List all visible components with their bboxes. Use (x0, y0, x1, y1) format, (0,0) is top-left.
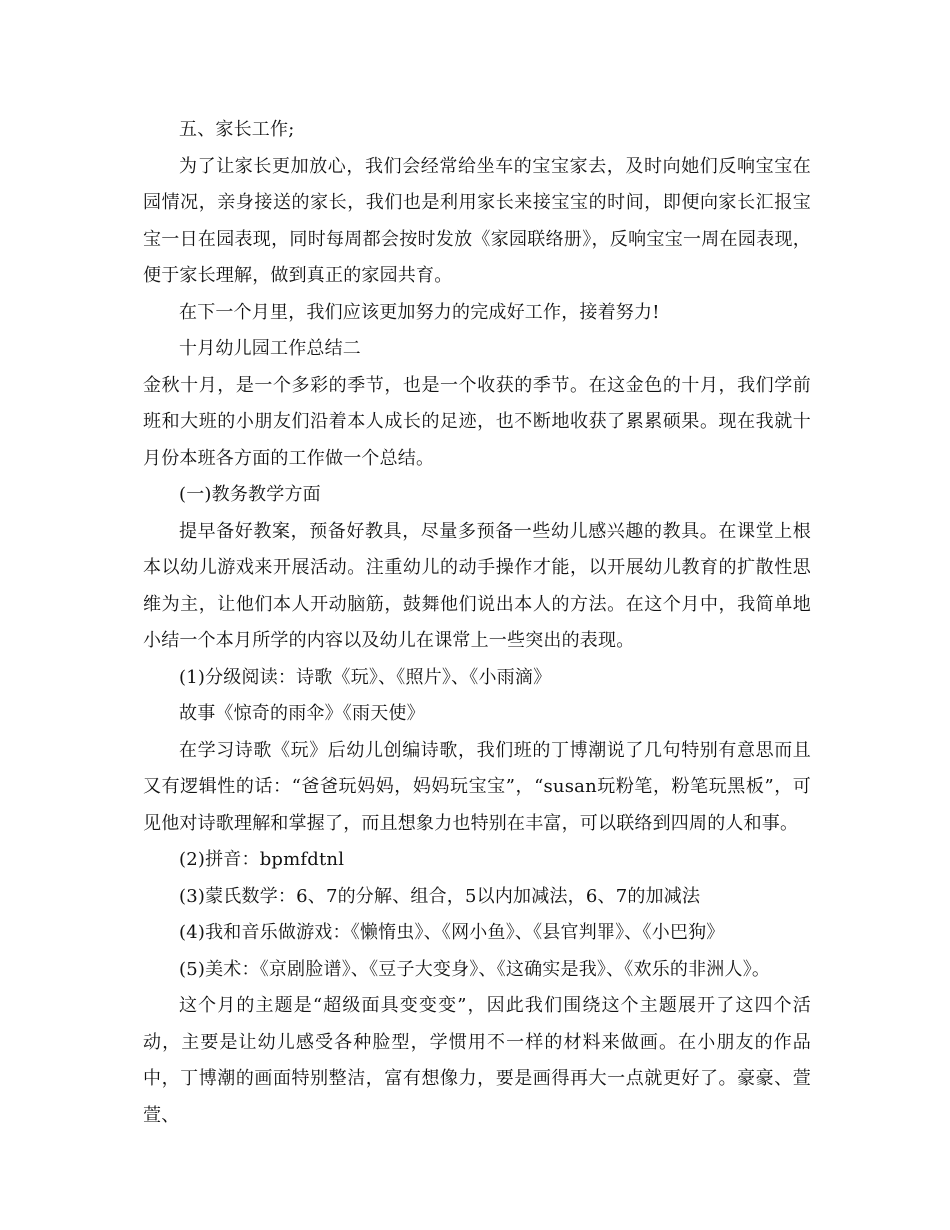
paragraph-pinyin: (2)拼音：bpmfdtnl (179, 849, 345, 870)
paragraph-section-five-heading: 五、家长工作; (179, 119, 295, 140)
paragraph-summary-two-title: 十月幼儿园工作总结二 (179, 338, 361, 359)
paragraph-montessori-math: (3)蒙氏数学：6、7的分解、组合，5以内加减法，6、7的加减法 (179, 885, 701, 907)
paragraph-parent-work: 为了让家长更加放心，我们会经常给坐车的宝宝家去，及时向她们反响宝宝在园情况，亲身接送的家长，我们也是利用家长来接宝宝的时间，即便向家长汇报宝宝一日在园表现，同时每周都会按时发放《家园联络册》，反响宝宝一周在园表现，便于家长理解，做到真正的家园共育。 (143, 155, 811, 286)
paragraph-golden-autumn: 金秋十月，是一个多彩的季节，也是一个收获的季节。在这金色的十月，我们学前班和大班的小朋友们沿着本人成长的足迹，也不断地收获了累累硕果。现在我就十月份本班各方面的工作做一个总结。 (143, 374, 811, 469)
paragraph-music-games: (4)我和音乐做游戏：《懒惰虫》、《网小鱼》、《县官判罪》、《小巴狗》 (179, 922, 725, 943)
paragraph-teaching-prep: 提早备好教案，预备好教具，尽量多预备一些幼儿感兴趣的教具。在课堂上根本以幼儿游戏来开展活动。注重幼儿的动手操作才能，以开展幼儿教育的扩散性思维为主，让他们本人开动脑筋，鼓舞他们说出本人的方法。在这个月中，我简单地小结一个本月所学的内容以及幼儿在课常上一些突出的表现。 (143, 520, 811, 651)
paragraph-poem-creation: 在学习诗歌《玩》后幼儿创编诗歌，我们班的丁博潮说了几句特别有意思而且又有逻辑性的话：“爸爸玩妈妈，妈妈玩宝宝”，“susan玩粉笔，粉笔玩黑板”，可见他对诗歌理解和掌握了，而且想象力也特别在丰富，可以联络到四周的人和事。 (143, 739, 811, 834)
paragraph-stories: 故事《惊奇的雨伞》《雨天使》 (179, 703, 425, 724)
paragraph-art: (5)美术：《京剧脸谱》、《豆子大变身》、《这确实是我》、《欢乐的非洲人》。 (179, 958, 771, 980)
paragraph-teaching-heading: (一)教务教学方面 (179, 484, 321, 505)
paragraph-next-month: 在下一个月里，我们应该更加努力的完成好工作，接着努力! (179, 301, 660, 323)
paragraph-monthly-theme: 这个月的主题是“超级面具变变变”，因此我们围绕这个主题展开了这四个活动，主要是让幼儿感受各种脸型，学惯用不一样的材料来做画。在小朋友的作品中，丁博潮的画面特别整洁，富有想像力，要是画得再大一点就更好了。豪豪、萱萱、 (143, 995, 811, 1126)
paragraph-graded-reading: (1)分级阅读：诗歌《玩》、《照片》、《小雨滴》 (179, 666, 552, 688)
document-body (143, 112, 811, 1134)
